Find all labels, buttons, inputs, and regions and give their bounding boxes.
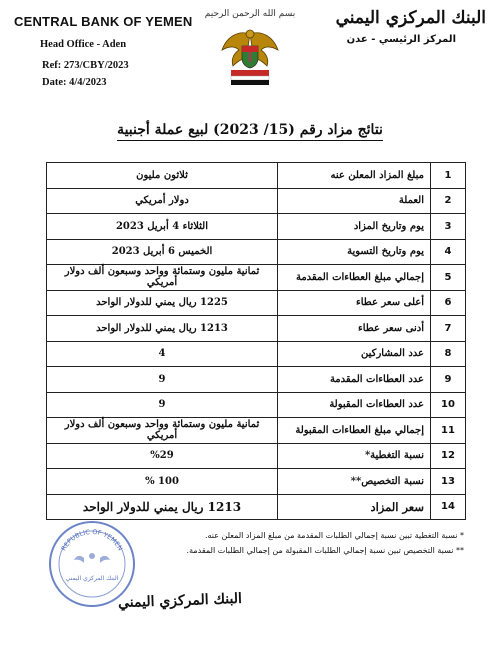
row-value: %29 <box>47 443 278 469</box>
svg-text:REPUBLIC OF YEMEN <box>60 528 125 552</box>
document-title-text: نتائج مزاد رقم (15/ 2023) لبيع عملة أجنبية <box>117 122 383 141</box>
table-row <box>47 469 466 495</box>
document-date: Date: 4/4/2023 <box>42 77 107 88</box>
signature-bank-name: البنك المركزي اليمني <box>117 590 243 612</box>
table-row <box>47 290 466 316</box>
table-row <box>47 392 466 418</box>
table-row <box>47 443 466 469</box>
row-value: ثمانية مليون وستمائة وواحد وسبعون ألف دولار أمريكي <box>47 265 278 291</box>
row-value: دولار أمريكي <box>47 188 278 214</box>
bank-name-ar: البنك المركزي اليمني <box>335 8 486 28</box>
table-row <box>47 494 466 520</box>
row-value: 9 <box>47 392 278 418</box>
row-label: نسبة التغطية* <box>278 443 431 469</box>
basmala-calligraphy: بسم الله الرحمن الرحيم <box>204 9 296 19</box>
row-number: 8 <box>431 341 466 367</box>
table-row <box>47 265 466 291</box>
row-value: الثلاثاء 4 أبريل 2023 <box>47 214 278 240</box>
footnote-coverage: * نسبة التغطية تبين نسبة إجمالي الطلبات المقدمة من مبلغ المزاد المعلن عنه. <box>204 531 464 540</box>
row-label: إجمالي مبلغ العطاءات المقبولة <box>278 418 431 444</box>
row-label: نسبة التخصيص** <box>278 469 431 495</box>
table-row <box>47 367 466 393</box>
row-number: 4 <box>431 239 466 265</box>
table-row <box>47 239 466 265</box>
row-number: 12 <box>431 443 466 469</box>
row-number: 13 <box>431 469 466 495</box>
row-number: 10 <box>431 392 466 418</box>
row-value: 1213 ريال يمني للدولار الواحد <box>47 494 278 520</box>
table-row <box>47 341 466 367</box>
row-number: 9 <box>431 367 466 393</box>
header-right <box>311 8 486 45</box>
row-value: 9 <box>47 367 278 393</box>
row-value: ثلاثون مليون <box>47 163 278 189</box>
row-value: 100 % <box>47 469 278 495</box>
row-label: عدد العطاءات المقدمة <box>278 367 431 393</box>
office-ar: المركز الرئيسي - عدن <box>346 34 456 45</box>
row-value: 4 <box>47 341 278 367</box>
row-label: عدد المشاركين <box>278 341 431 367</box>
row-label: يوم وتاريخ التسوية <box>278 239 431 265</box>
stamp-text-en: REPUBLIC OF YEMEN <box>59 527 125 553</box>
table-row <box>47 316 466 342</box>
table-row <box>47 214 466 240</box>
row-value: 1213 ريال يمني للدولار الواحد <box>47 316 278 342</box>
row-value: الخميس 6 أبريل 2023 <box>47 239 278 265</box>
row-number: 1 <box>431 163 466 189</box>
footnote-allocation: ** نسبة التخصيص تبين نسبة إجمالي الطلبات المقبولة من إجمالي الطلبات المقدمة. <box>186 546 464 555</box>
header-center <box>195 6 305 88</box>
auction-results-table <box>46 162 466 520</box>
row-label: إجمالي مبلغ العطاءات المقدمة <box>278 265 431 291</box>
row-number: 7 <box>431 316 466 342</box>
row-label: أدنى سعر عطاء <box>278 316 431 342</box>
reference-number: Ref: 273/CBY/2023 <box>42 60 129 71</box>
table-row <box>47 188 466 214</box>
row-label: سعر المزاد <box>278 494 431 520</box>
footnotes <box>160 531 464 561</box>
document-title <box>0 122 500 138</box>
row-label: العملة <box>278 188 431 214</box>
row-number: 14 <box>431 494 466 520</box>
row-number: 5 <box>431 265 466 291</box>
office-en: Head Office - Aden <box>40 39 127 50</box>
header-left <box>14 14 194 88</box>
table-row <box>47 163 466 189</box>
row-number: 3 <box>431 214 466 240</box>
row-label: أعلى سعر عطاء <box>278 290 431 316</box>
table-row <box>47 418 466 444</box>
row-label: مبلغ المزاد المعلن عنه <box>278 163 431 189</box>
row-label: يوم وتاريخ المزاد <box>278 214 431 240</box>
row-value: 1225 ريال يمني للدولار الواحد <box>47 290 278 316</box>
row-value: ثمانية مليون وستمائة وواحد وسبعون ألف دولار أمريكي <box>47 418 278 444</box>
row-number: 6 <box>431 290 466 316</box>
yemen-eagle-emblem-icon <box>219 24 281 88</box>
bank-name-en: CENTRAL BANK OF YEMEN <box>14 14 193 29</box>
stamp-text-ar: البنك المركزي اليمني <box>65 575 119 582</box>
row-number: 2 <box>431 188 466 214</box>
row-label: عدد العطاءات المقبولة <box>278 392 431 418</box>
auction-results-body <box>47 163 466 520</box>
row-number: 11 <box>431 418 466 444</box>
